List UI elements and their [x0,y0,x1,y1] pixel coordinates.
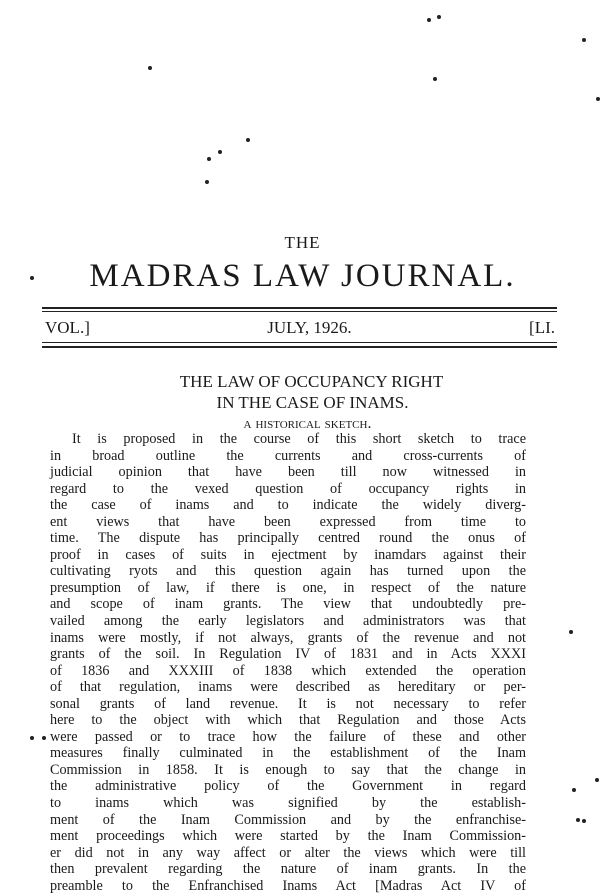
body-line: ent views that have been expressed from time to [50,513,526,530]
body-line: inams were mostly, if not always, grants of the revenue and not [50,629,526,646]
scan-speck [427,18,431,22]
body-line: ment of the Inam Commission and by the enfranchise- [50,811,526,828]
body-line: regard to the vexed question of occupancy rights in [50,480,526,497]
scan-speck [569,630,573,634]
journal-the: THE [284,233,321,252]
journal-title: MADRAS LAW JOURNAL. [89,258,516,294]
body-line: er did not in any way affect or alter the views which were till [50,844,526,861]
body-line: in broad outline the currents and cross-currents of [50,447,526,464]
body-line: then prevalent regarding the nature of inam grants. In the [50,861,526,878]
scan-speck [42,736,46,740]
scan-speck [582,819,586,823]
body-line: preamble to the Enfranchised Inams Act [Madras Act IV of [50,877,526,894]
scan-speck [437,15,441,19]
body-line: here to the object with which that Regulation and those Acts [50,712,526,729]
scan-speck [572,788,576,792]
scan-speck [207,157,211,161]
body-line: judicial opinion that have been till now witnessed in [50,464,526,481]
body-line: of 1836 and XXXIII of 1838 which extended the operation [50,662,526,679]
scan-speck [218,150,222,154]
body-line: to inams which was signified by the establish- [50,795,526,812]
body-line: sonal grants of land revenue. It is not necessary to refer [50,695,526,712]
scan-speck [246,138,250,142]
sketch-text: a historical sketch. [243,415,372,432]
body-line: Commission in 1858. It is enough to say that the change in [50,761,526,778]
scan-speck [433,77,437,81]
body-line: It is proposed in the course of this short sketch to trace [72,431,526,447]
body-line: were passed or to trace how the failure of these and other [50,728,526,745]
scan-speck [30,736,34,740]
body-line: vailed among the early legislators and administrators was that [50,613,526,630]
scan-speck [148,66,152,70]
part-label: [LI. [529,318,555,337]
body-line: of that regulation, inams were described as hereditary or per- [50,679,526,696]
bottom-rule-thick [42,346,557,348]
body-line: the administrative policy of the Government in regard [50,778,526,795]
body-line: presumption of law, if there is one, in respect of the nature [50,579,526,596]
body-line: time. The dispute has principally centred round the onus of [50,530,526,547]
body-line: cultivating ryots and this question again has turned upon the [50,563,526,580]
top-rule-thin [42,311,557,312]
article-body [50,431,526,894]
body-line: the case of inams and to indicate the widely diverg- [50,497,526,514]
issue-date: JULY, 1926. [267,318,352,337]
body-line: ment proceedings which were started by the Inam Commission- [50,828,526,845]
top-rule [42,307,557,309]
scan-speck [205,180,209,184]
article-title: THE LAW OF OCCUPANCY RIGHT [179,372,444,391]
bottom-rule [42,342,557,343]
body-line: and scope of inam grants. The view that undoubtedly pre- [50,596,526,613]
body-line: grants of the soil. In Regulation IV of 1831 and in Acts XXXI [50,646,526,663]
scan-speck [30,276,34,280]
article-subtitle: IN THE CASE OF INAMS. [216,393,409,412]
scan-speck [582,38,586,42]
issue-line [45,318,555,338]
volume-label: VOL.] [45,318,90,337]
scan-speck [576,818,580,822]
scan-speck [596,97,600,101]
body-line: measures finally culminated in the establishment of the Inam [50,745,526,762]
body-line: proof in cases of suits in ejectment by inamdars against their [50,546,526,563]
scan-speck [595,778,599,782]
